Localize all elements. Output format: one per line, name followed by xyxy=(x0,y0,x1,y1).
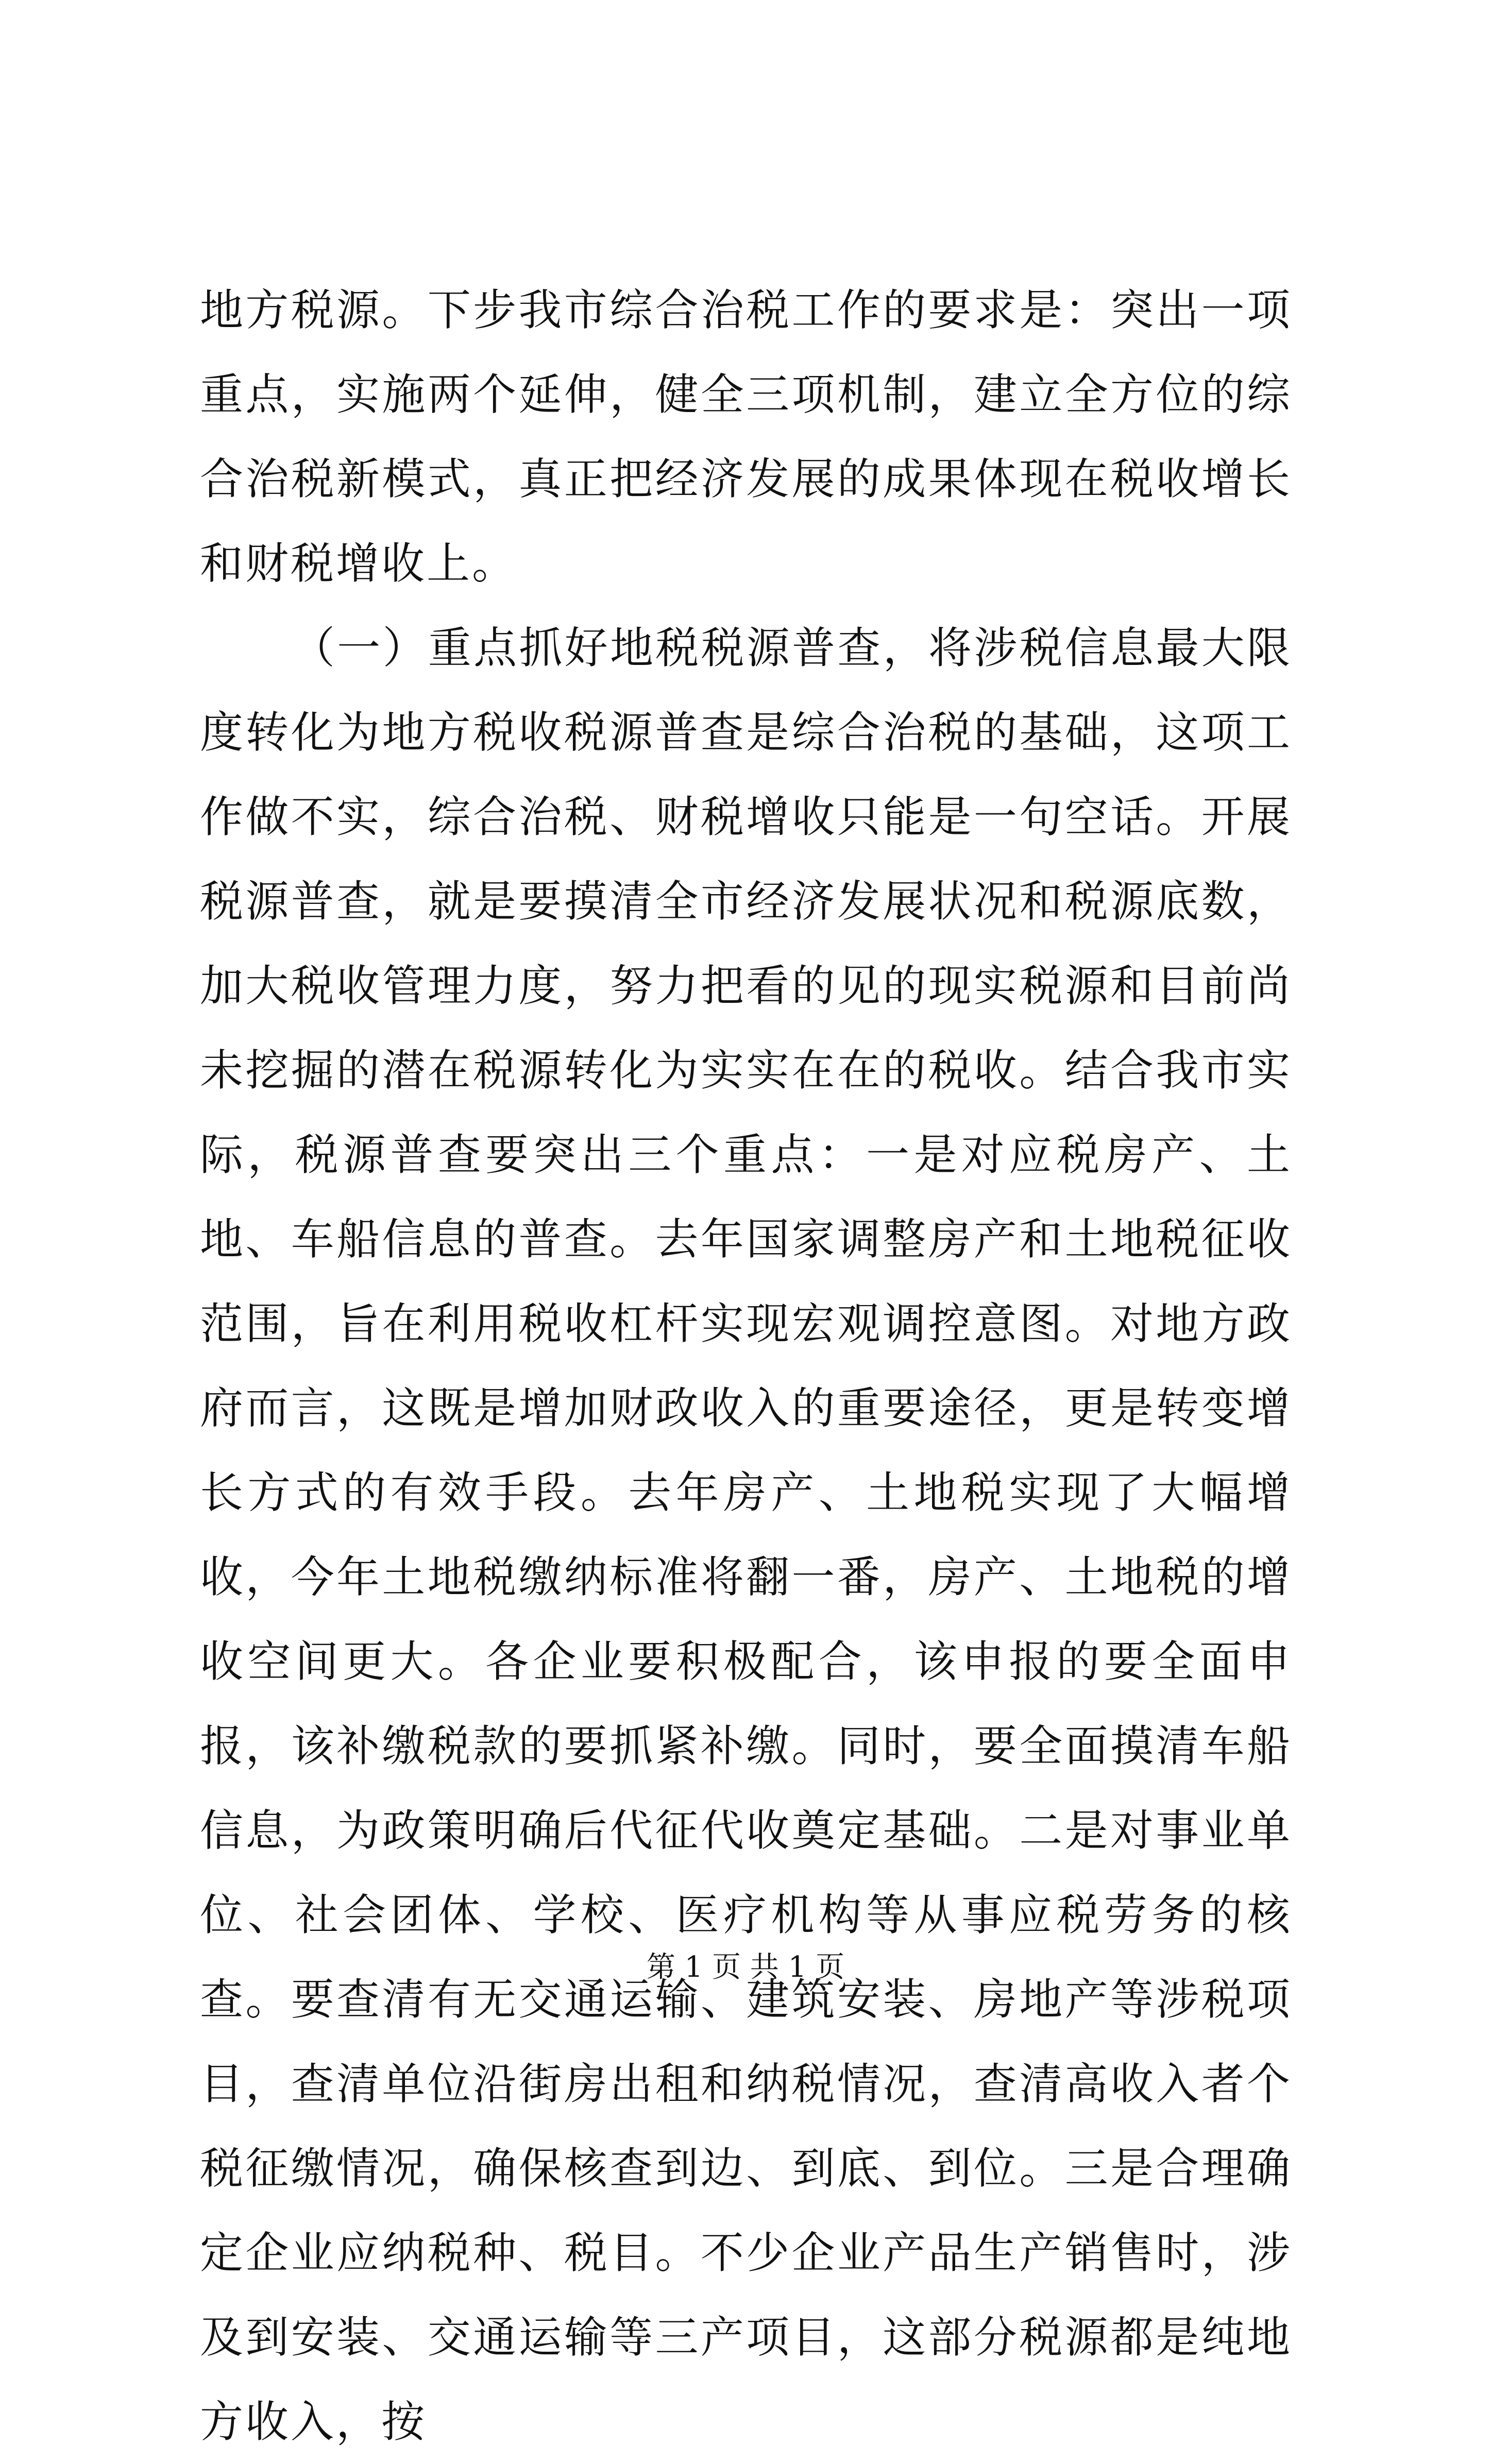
document-body xyxy=(200,268,1292,2464)
paragraph-1: 地方税源。下步我市综合治税工作的要求是：突出一项重点，实施两个延伸，健全三项机制，建立全方位的综合治税新模式，真正把经济发展的成果体现在税收增长和财税增收上。 xyxy=(200,285,1292,589)
paragraph-2: （一）重点抓好地税税源普查，将涉税信息最大限度转化为地方税收税源普查是综合治税的基础，这项工作做不实，综合治税、财税增收只能是一句空话。开展税源普查，就是要摸清全市经济发展状况和税源底数，加大税收管理力度，努力把看的见的现实税源和目前尚未挖掘的潜在税源转化为实实在在的税收。结合我市实际，税源普查要突出三个重点：一是对应税房产、土地、车船信息的普查。去年国家调整房产和土地税征收范围，旨在利用税收杠杆实现宏观调控意图。对地方政府而言，这既是增加财政收入的重要途径，更是转变增长方式的有效手段。去年房产、土地税实现了大幅增收，今年土地税缴纳标准将翻一番，房产、土地税的增收空间更大。各企业要积极配合，该申报的要全面申报，该补缴税款的要抓紧补缴。同时，要全面摸清车船信息，为政策明确后代征代收奠定基础。二是对事业单位、社会团体、学校、医疗机构等从事应税劳务的核查。要查清有无交通运输、建筑安装、房地产等涉税项目，查清单位沿街房出租和纳税情况，查清高收入者个税征缴情况，确保核查到边、到底、到位。三是合理确定企业应纳税种、税目。不少企业产品生产销售时，涉及到安装、交通运输等三产项目，这部分税源都是纯地方收入，按 xyxy=(200,623,1292,2447)
page-footer: 第 1 页 共 1 页 xyxy=(646,1950,845,1984)
